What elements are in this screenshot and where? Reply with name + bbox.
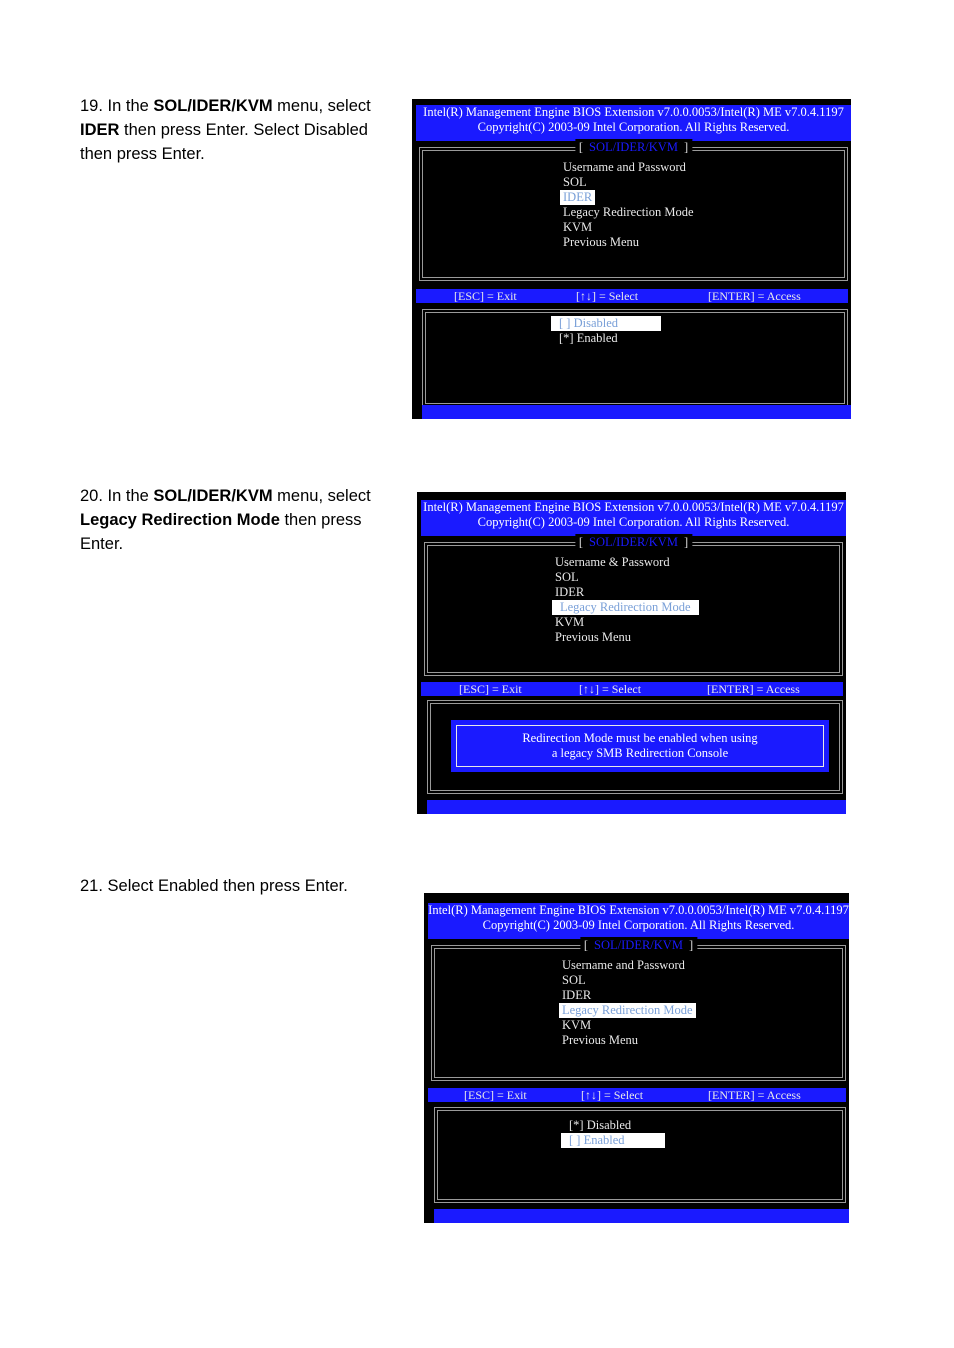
option-enabled[interactable]: [ ] Enabled: [561, 1133, 665, 1148]
item-name: Legacy Redirection Mode: [80, 511, 280, 529]
text: In the: [107, 97, 154, 115]
menu-item-legacy-redirection[interactable]: Legacy Redirection Mode: [552, 600, 699, 615]
menu-item-legacy-redirection[interactable]: Legacy Redirection Mode: [563, 205, 694, 219]
message-line2: a legacy SMB Redirection Console: [551, 746, 729, 760]
bios-footer-bar: [422, 405, 851, 419]
step-20-instruction: [80, 484, 395, 556]
text: then press Enter.: [80, 511, 362, 553]
option-enabled[interactable]: [*] Enabled: [559, 331, 618, 345]
item-name: IDER: [80, 121, 120, 139]
menu-item-ider[interactable]: IDER: [555, 585, 585, 599]
text: Select Enabled then press Enter.: [107, 877, 348, 895]
menu-item-kvm[interactable]: KVM: [555, 615, 585, 629]
options-box: [434, 1107, 846, 1203]
key-hint-exit: [ESC] = Exit: [464, 1088, 527, 1102]
menu-item-legacy-redirection[interactable]: Legacy Redirection Mode: [559, 1003, 696, 1018]
menu-item-previous-menu[interactable]: Previous Menu: [562, 1033, 639, 1047]
options-list: [561, 1118, 665, 1148]
menu-box: [419, 140, 848, 281]
key-hints-bar: [416, 289, 848, 303]
key-hint-access: [ENTER] = Access: [707, 682, 800, 696]
bios-screenshot-step-20: [417, 492, 846, 814]
menu-title-text: SOL/IDER/KVM: [594, 938, 683, 952]
menu-box: [424, 535, 843, 676]
key-hints-bar: [428, 1088, 846, 1102]
message-box: [451, 720, 829, 772]
options-box: [422, 309, 848, 407]
menu-item-previous-menu[interactable]: Previous Menu: [555, 630, 632, 644]
text: then press Enter. Select Disabled then press Enter.: [80, 121, 368, 163]
menu-box: [431, 938, 846, 1081]
step-number: 19.: [80, 97, 103, 115]
bios-screenshot-step-21: [424, 893, 849, 1223]
bios-header: [416, 105, 851, 141]
menu-item-username-password[interactable]: Username & Password: [555, 555, 670, 569]
bios-header: [421, 500, 846, 536]
bios-header-line2: Copyright(C) 2003-09 Intel Corporation. All Rights Reserved.: [477, 120, 790, 134]
option-disabled[interactable]: [*] Disabled: [569, 1118, 632, 1132]
menu-item-sol[interactable]: SOL: [555, 570, 579, 584]
key-hint-select: [↑↓] = Select: [581, 1088, 644, 1102]
menu-item-previous-menu[interactable]: Previous Menu: [563, 235, 640, 249]
menu-title: [ SOL/IDER/KVM ]: [580, 937, 697, 953]
bios-screenshot-step-19: [412, 99, 851, 419]
bios-footer-bar: [427, 800, 846, 814]
menu-item-sol[interactable]: SOL: [562, 973, 586, 987]
text: menu, select: [272, 97, 371, 115]
menu-item-username-password[interactable]: Username and Password: [563, 160, 686, 174]
bios-header-line1: Intel(R) Management Engine BIOS Extension v7.0.0.0053/Intel(R) ME v7.0.4.1197: [423, 500, 844, 514]
key-hint-exit: [ESC] = Exit: [454, 289, 517, 303]
text: In the: [107, 487, 154, 505]
menu-list: [560, 160, 697, 250]
menu-item-ider[interactable]: IDER: [562, 988, 592, 1002]
menu-name: SOL/IDER/KVM: [153, 97, 273, 115]
step-19-instruction: [80, 94, 395, 166]
menu-item-kvm[interactable]: KVM: [562, 1018, 592, 1032]
key-hint-access: [ENTER] = Access: [708, 1088, 801, 1102]
bios-header-line2: Copyright(C) 2003-09 Intel Corporation. All Rights Reserved.: [477, 515, 790, 529]
menu-list: [559, 958, 696, 1048]
menu-title-text: SOL/IDER/KVM: [589, 535, 678, 549]
menu-title-text: SOL/IDER/KVM: [589, 140, 678, 154]
menu-name: SOL/IDER/KVM: [153, 487, 273, 505]
options-list: [551, 316, 661, 346]
step-number: 20.: [80, 487, 103, 505]
step-number: 21.: [80, 877, 103, 895]
key-hint-select: [↑↓] = Select: [576, 289, 639, 303]
menu-title: [ SOL/IDER/KVM ]: [575, 534, 692, 550]
bios-header-line1: Intel(R) Management Engine BIOS Extension v7.0.0.0053/Intel(R) ME v7.0.4.1197: [428, 903, 849, 917]
message-line1: Redirection Mode must be enabled when using: [522, 731, 758, 745]
menu-item-kvm[interactable]: KVM: [563, 220, 593, 234]
key-hints-bar: [421, 682, 843, 696]
menu-item-ider[interactable]: IDER: [560, 190, 595, 205]
option-disabled[interactable]: [ ] Disabled: [551, 316, 661, 331]
key-hint-exit: [ESC] = Exit: [459, 682, 522, 696]
menu-title: [ SOL/IDER/KVM ]: [575, 139, 692, 155]
bios-header: [428, 903, 849, 939]
menu-item-sol[interactable]: SOL: [563, 175, 587, 189]
text: menu, select: [272, 487, 371, 505]
bios-header-line2: Copyright(C) 2003-09 Intel Corporation. All Rights Reserved.: [482, 918, 795, 932]
bios-header-line1: Intel(R) Management Engine BIOS Extension v7.0.0.0053/Intel(R) ME v7.0.4.1197: [423, 105, 844, 119]
key-hint-select: [↑↓] = Select: [579, 682, 642, 696]
bios-footer-bar: [434, 1209, 849, 1223]
menu-item-username-password[interactable]: Username and Password: [562, 958, 685, 972]
step-21-instruction: [80, 874, 395, 898]
key-hint-access: [ENTER] = Access: [708, 289, 801, 303]
menu-list: [552, 555, 699, 645]
